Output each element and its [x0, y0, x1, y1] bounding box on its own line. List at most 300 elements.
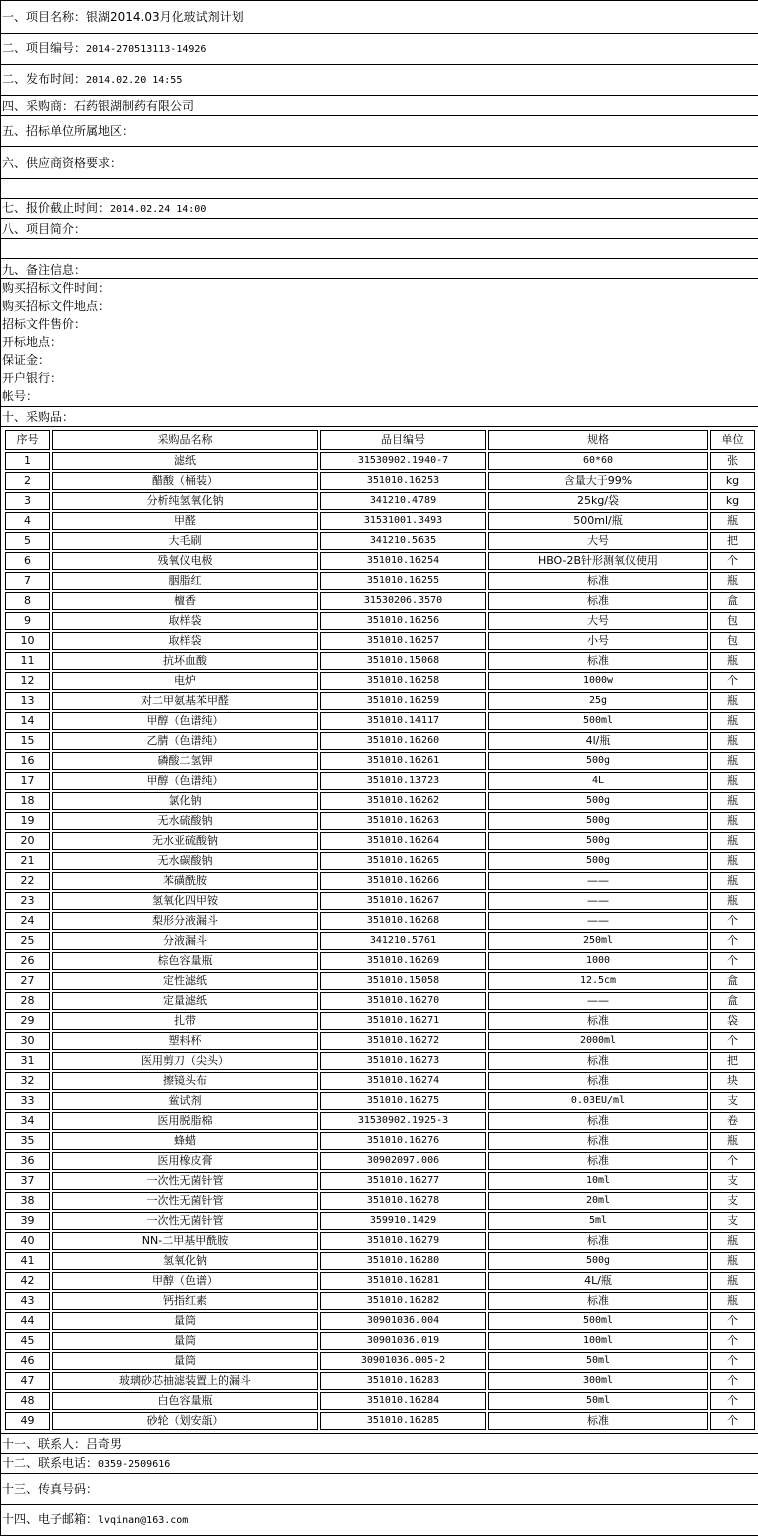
item-code: 351010.16255 — [320, 572, 486, 590]
item-code: 351010.16283 — [320, 1372, 486, 1390]
item-name: 一次性无菌针管 — [52, 1212, 318, 1230]
item-spec: 大号 — [488, 612, 708, 630]
item-index: 12 — [5, 672, 50, 690]
item-unit: 盒 — [710, 592, 755, 610]
item-name: 分液漏斗 — [52, 932, 318, 950]
item-index: 24 — [5, 912, 50, 930]
item-code: 359910.1429 — [320, 1212, 486, 1230]
item-spec: 25kg/袋 — [488, 492, 708, 510]
item-name: 扎带 — [52, 1012, 318, 1030]
note-deposit: 保证金： — [2, 353, 51, 367]
phone-label: 十二、联系电话： — [2, 1455, 99, 1470]
item-unit: 个 — [710, 1372, 755, 1390]
item-spec: 标准 — [488, 1112, 708, 1130]
item-unit: 个 — [710, 1412, 755, 1430]
item-index: 16 — [5, 752, 50, 770]
items-heading-row — [1, 407, 758, 427]
item-name: 白色容量瓶 — [52, 1392, 318, 1410]
item-name: NN-二甲基甲酰胺 — [52, 1232, 318, 1250]
buyer-row — [1, 96, 758, 116]
item-unit: 瓶 — [710, 572, 755, 590]
item-spec: 4L — [488, 772, 708, 790]
item-spec: 500g — [488, 812, 708, 830]
item-spec: 标准 — [488, 572, 708, 590]
item-code: 351010.16272 — [320, 1032, 486, 1050]
table-row — [5, 1292, 755, 1310]
table-row — [5, 712, 755, 730]
item-name: 无水亚硫酸钠 — [52, 832, 318, 850]
table-row — [5, 612, 755, 630]
item-unit: 瓶 — [710, 1272, 755, 1290]
item-code: 351010.16267 — [320, 892, 486, 910]
item-unit: 瓶 — [710, 732, 755, 750]
item-code: 351010.16261 — [320, 752, 486, 770]
item-spec: 500g — [488, 1252, 708, 1270]
item-spec: 500ml — [488, 712, 708, 730]
table-row — [5, 1372, 755, 1390]
item-code: 351010.16275 — [320, 1092, 486, 1110]
item-index: 5 — [5, 532, 50, 550]
item-name: 量筒 — [52, 1312, 318, 1330]
table-row — [5, 1392, 755, 1410]
table-row — [5, 912, 755, 930]
item-unit: 个 — [710, 1032, 755, 1050]
item-code: 351010.16263 — [320, 812, 486, 830]
item-code: 351010.16284 — [320, 1392, 486, 1410]
table-row — [5, 1032, 755, 1050]
item-spec: 2000ml — [488, 1032, 708, 1050]
item-index: 43 — [5, 1292, 50, 1310]
item-code: 351010.16253 — [320, 472, 486, 490]
note-document-price: 招标文件售价： — [2, 317, 87, 331]
region-label: 五、招标单位所属地区： — [2, 124, 135, 138]
project-no-value: 2014-270513113-14926 — [86, 44, 207, 55]
intro-label: 八、项目简介： — [2, 221, 87, 236]
item-name: 鲎试剂 — [52, 1092, 318, 1110]
item-spec: 标准 — [488, 1232, 708, 1250]
item-spec: 12.5cm — [488, 972, 708, 990]
item-unit: 把 — [710, 1052, 755, 1070]
item-spec: 标准 — [488, 1412, 708, 1430]
note-purchase-place: 购买招标文件地点： — [2, 299, 111, 313]
item-name: 氢氧化四甲铵 — [52, 892, 318, 910]
item-spec: 500ml/瓶 — [488, 512, 708, 530]
items-header-row — [5, 430, 755, 450]
item-code: 351010.16273 — [320, 1052, 486, 1070]
item-index: 25 — [5, 932, 50, 950]
item-unit: 支 — [710, 1172, 755, 1190]
item-code: 351010.16276 — [320, 1132, 486, 1150]
items-table — [3, 428, 757, 1432]
item-name: 无水硫酸钠 — [52, 812, 318, 830]
item-unit: 瓶 — [710, 1252, 755, 1270]
note-bank: 开户银行： — [2, 371, 63, 385]
table-row — [5, 1312, 755, 1330]
item-spec: 标准 — [488, 1072, 708, 1090]
item-name: 量筒 — [52, 1352, 318, 1370]
item-index: 9 — [5, 612, 50, 630]
buyer-value: 石药银湖制药有限公司 — [74, 98, 195, 113]
item-code: 351010.13723 — [320, 772, 486, 790]
item-name: 一次性无菌针管 — [52, 1172, 318, 1190]
item-spec: 300ml — [488, 1372, 708, 1390]
item-name: 梨形分液漏斗 — [52, 912, 318, 930]
item-index: 39 — [5, 1212, 50, 1230]
note-purchase-time: 购买招标文件时间： — [2, 281, 111, 295]
deadline-label: 七、报价截止时间： — [2, 200, 111, 215]
item-name: 氢氧化钠 — [52, 1252, 318, 1270]
item-index: 29 — [5, 1012, 50, 1030]
item-unit: 包 — [710, 612, 755, 630]
item-unit: 把 — [710, 532, 755, 550]
item-name: 大毛刷 — [52, 532, 318, 550]
item-spec: —— — [488, 892, 708, 910]
table-row — [5, 672, 755, 690]
item-code: 351010.16258 — [320, 672, 486, 690]
item-spec: 0.03EU/ml — [488, 1092, 708, 1110]
project-name-row — [1, 1, 758, 34]
item-code: 351010.16262 — [320, 792, 486, 810]
table-row — [5, 452, 755, 470]
item-unit: 瓶 — [710, 812, 755, 830]
item-spec: 20ml — [488, 1192, 708, 1210]
qualification-blank-row — [1, 179, 758, 199]
item-name: 擦镜头布 — [52, 1072, 318, 1090]
item-unit: 支 — [710, 1092, 755, 1110]
item-index: 36 — [5, 1152, 50, 1170]
item-spec: 标准 — [488, 1132, 708, 1150]
table-row — [5, 732, 755, 750]
table-row — [5, 992, 755, 1010]
item-code: 351010.16257 — [320, 632, 486, 650]
qualification-row — [1, 147, 758, 179]
item-unit: 个 — [710, 1152, 755, 1170]
item-index: 2 — [5, 472, 50, 490]
item-code: 351010.16280 — [320, 1252, 486, 1270]
item-index: 22 — [5, 872, 50, 890]
item-unit: 支 — [710, 1212, 755, 1230]
item-index: 47 — [5, 1372, 50, 1390]
item-spec: 500g — [488, 832, 708, 850]
item-code: 341210.5635 — [320, 532, 486, 550]
item-index: 26 — [5, 952, 50, 970]
item-code: 351010.16274 — [320, 1072, 486, 1090]
item-index: 40 — [5, 1232, 50, 1250]
item-index: 1 — [5, 452, 50, 470]
item-spec: —— — [488, 872, 708, 890]
item-name: 蜂蜡 — [52, 1132, 318, 1150]
table-row — [5, 1352, 755, 1370]
items-heading: 十、采购品： — [2, 409, 75, 424]
col-header-spec: 规格 — [488, 430, 708, 450]
item-index: 10 — [5, 632, 50, 650]
table-row — [5, 812, 755, 830]
item-name: 砂轮（划安瓿） — [52, 1412, 318, 1430]
note-opening-place: 开标地点： — [2, 335, 63, 349]
table-row — [5, 1252, 755, 1270]
item-name: 塑料杯 — [52, 1032, 318, 1050]
item-index: 33 — [5, 1092, 50, 1110]
table-row — [5, 592, 755, 610]
item-code: 351010.16281 — [320, 1272, 486, 1290]
table-row — [5, 1132, 755, 1150]
item-unit: 瓶 — [710, 872, 755, 890]
item-code: 351010.16256 — [320, 612, 486, 630]
item-unit: 个 — [710, 952, 755, 970]
item-code: 351010.16259 — [320, 692, 486, 710]
project-name-value: 银湖2014.03月化玻试剂计划 — [86, 10, 244, 24]
item-code: 30902097.006 — [320, 1152, 486, 1170]
item-index: 38 — [5, 1192, 50, 1210]
item-index: 8 — [5, 592, 50, 610]
item-spec: HBO-2B针形测氧仪使用 — [488, 552, 708, 570]
item-index: 17 — [5, 772, 50, 790]
item-unit: 瓶 — [710, 772, 755, 790]
project-no-label: 二、项目编号： — [2, 41, 87, 55]
item-code: 30901036.004 — [320, 1312, 486, 1330]
item-unit: 盒 — [710, 972, 755, 990]
item-index: 46 — [5, 1352, 50, 1370]
item-name: 檀香 — [52, 592, 318, 610]
item-spec: —— — [488, 912, 708, 930]
item-spec: 小号 — [488, 632, 708, 650]
item-index: 7 — [5, 572, 50, 590]
publish-time-row — [1, 65, 758, 96]
item-name: 取样袋 — [52, 632, 318, 650]
item-code: 31530902.1940-7 — [320, 452, 486, 470]
item-unit: 瓶 — [710, 852, 755, 870]
item-index: 32 — [5, 1072, 50, 1090]
table-row — [5, 472, 755, 490]
item-spec: 4l/瓶 — [488, 732, 708, 750]
item-unit: 个 — [710, 1312, 755, 1330]
item-name: 氯化钠 — [52, 792, 318, 810]
item-spec: 50ml — [488, 1352, 708, 1370]
item-spec: 标准 — [488, 592, 708, 610]
item-unit: 个 — [710, 932, 755, 950]
item-index: 15 — [5, 732, 50, 750]
item-name: 抗坏血酸 — [52, 652, 318, 670]
item-code: 30901036.005-2 — [320, 1352, 486, 1370]
item-unit: 盒 — [710, 992, 755, 1010]
item-code: 31530902.1925-3 — [320, 1112, 486, 1130]
table-row — [5, 532, 755, 550]
item-unit: 瓶 — [710, 892, 755, 910]
item-unit: kg — [710, 492, 755, 510]
email-row — [1, 1505, 758, 1536]
table-row — [5, 1012, 755, 1030]
item-unit: 瓶 — [710, 512, 755, 530]
table-row — [5, 772, 755, 790]
item-name: 滤纸 — [52, 452, 318, 470]
item-unit: 瓶 — [710, 712, 755, 730]
item-index: 37 — [5, 1172, 50, 1190]
contact-row — [1, 1434, 758, 1454]
item-spec: 250ml — [488, 932, 708, 950]
item-index: 35 — [5, 1132, 50, 1150]
table-row — [5, 1212, 755, 1230]
col-header-code: 品目编号 — [320, 430, 486, 450]
item-spec: 500g — [488, 752, 708, 770]
item-spec: 5ml — [488, 1212, 708, 1230]
table-row — [5, 1232, 755, 1250]
region-row — [1, 116, 758, 147]
table-row — [5, 1092, 755, 1110]
item-index: 18 — [5, 792, 50, 810]
item-spec: 标准 — [488, 652, 708, 670]
item-name: 量筒 — [52, 1332, 318, 1350]
item-unit: 个 — [710, 552, 755, 570]
notes-detail-row — [1, 279, 758, 407]
item-code: 351010.16266 — [320, 872, 486, 890]
table-row — [5, 872, 755, 890]
item-unit: 支 — [710, 1192, 755, 1210]
item-name: 电炉 — [52, 672, 318, 690]
item-unit: 瓶 — [710, 1132, 755, 1150]
publish-time-label: 二、发布时间： — [2, 72, 87, 86]
intro-blank-row — [1, 239, 758, 259]
deadline-value: 2014.02.24 14:00 — [110, 203, 207, 215]
item-index: 48 — [5, 1392, 50, 1410]
phone-row — [1, 1454, 758, 1474]
col-header-index: 序号 — [5, 430, 50, 450]
item-name: 甲醇（色谱纯） — [52, 772, 318, 790]
item-spec: 标准 — [488, 1012, 708, 1030]
item-spec: —— — [488, 992, 708, 1010]
item-spec: 含量大于99% — [488, 472, 708, 490]
phone-value: 0359-2509616 — [98, 1458, 171, 1470]
item-unit: 卷 — [710, 1112, 755, 1130]
item-code: 351010.16279 — [320, 1232, 486, 1250]
item-code: 31530206.3570 — [320, 592, 486, 610]
table-row — [5, 1072, 755, 1090]
item-name: 棕色容量瓶 — [52, 952, 318, 970]
item-index: 14 — [5, 712, 50, 730]
table-row — [5, 552, 755, 570]
item-name: 定性滤纸 — [52, 972, 318, 990]
item-code: 30901036.019 — [320, 1332, 486, 1350]
table-row — [5, 652, 755, 670]
item-code: 351010.16285 — [320, 1412, 486, 1430]
table-row — [5, 692, 755, 710]
col-header-name: 采购品名称 — [52, 430, 318, 450]
item-name: 医用脱脂棉 — [52, 1112, 318, 1130]
item-code: 351010.16270 — [320, 992, 486, 1010]
item-index: 28 — [5, 992, 50, 1010]
item-unit: 块 — [710, 1072, 755, 1090]
item-unit: 瓶 — [710, 1292, 755, 1310]
item-name: 医用橡皮膏 — [52, 1152, 318, 1170]
item-code: 351010.16265 — [320, 852, 486, 870]
table-row — [5, 892, 755, 910]
item-spec: 标准 — [488, 1152, 708, 1170]
item-spec: 500ml — [488, 1312, 708, 1330]
table-row — [5, 1272, 755, 1290]
table-row — [5, 1112, 755, 1130]
item-name: 一次性无菌针管 — [52, 1192, 318, 1210]
item-index: 21 — [5, 852, 50, 870]
item-name: 乙腈（色谱纯） — [52, 732, 318, 750]
item-name: 甲醇（色谱） — [52, 1272, 318, 1290]
item-index: 30 — [5, 1032, 50, 1050]
table-row — [5, 1192, 755, 1210]
item-spec: 标准 — [488, 1292, 708, 1310]
item-name: 定量滤纸 — [52, 992, 318, 1010]
project-no-row — [1, 34, 758, 65]
item-name: 苯磺酰胺 — [52, 872, 318, 890]
table-row — [5, 512, 755, 530]
email-label: 十四、电子邮箱： — [2, 1512, 99, 1526]
table-row — [5, 792, 755, 810]
table-row — [5, 752, 755, 770]
item-unit: 袋 — [710, 1012, 755, 1030]
item-index: 11 — [5, 652, 50, 670]
item-spec: 标准 — [488, 1052, 708, 1070]
item-code: 351010.16282 — [320, 1292, 486, 1310]
item-name: 取样袋 — [52, 612, 318, 630]
item-unit: 瓶 — [710, 792, 755, 810]
table-row — [5, 1052, 755, 1070]
deadline-row — [1, 199, 758, 219]
item-name: 玻璃砂芯抽滤装置上的漏斗 — [52, 1372, 318, 1390]
item-unit: 瓶 — [710, 752, 755, 770]
item-code: 351010.16271 — [320, 1012, 486, 1030]
item-index: 42 — [5, 1272, 50, 1290]
table-row — [5, 852, 755, 870]
item-index: 3 — [5, 492, 50, 510]
item-spec: 50ml — [488, 1392, 708, 1410]
table-row — [5, 1332, 755, 1350]
buyer-label: 四、采购商： — [2, 98, 75, 113]
item-name: 无水碳酸钠 — [52, 852, 318, 870]
item-index: 4 — [5, 512, 50, 530]
item-code: 351010.14117 — [320, 712, 486, 730]
item-index: 31 — [5, 1052, 50, 1070]
item-unit: 包 — [710, 632, 755, 650]
item-name: 对二甲氨基苯甲醛 — [52, 692, 318, 710]
item-code: 351010.16268 — [320, 912, 486, 930]
table-row — [5, 972, 755, 990]
item-unit: 张 — [710, 452, 755, 470]
publish-time-value: 2014.02.20 14:55 — [86, 75, 183, 86]
table-row — [5, 952, 755, 970]
item-spec: 1000w — [488, 672, 708, 690]
item-spec: 100ml — [488, 1332, 708, 1350]
item-index: 45 — [5, 1332, 50, 1350]
table-row — [5, 932, 755, 950]
item-code: 341210.5761 — [320, 932, 486, 950]
intro-row — [1, 219, 758, 239]
items-body — [5, 452, 755, 1430]
item-code: 351010.16254 — [320, 552, 486, 570]
item-name: 胭脂红 — [52, 572, 318, 590]
item-index: 27 — [5, 972, 50, 990]
item-unit: 瓶 — [710, 832, 755, 850]
item-unit: 个 — [710, 672, 755, 690]
item-name: 甲醇（色谱纯） — [52, 712, 318, 730]
item-unit: 个 — [710, 1392, 755, 1410]
item-name: 醋酸（桶装） — [52, 472, 318, 490]
item-index: 41 — [5, 1252, 50, 1270]
item-unit: 瓶 — [710, 692, 755, 710]
item-code: 351010.15058 — [320, 972, 486, 990]
item-code: 351010.16260 — [320, 732, 486, 750]
item-unit: 个 — [710, 912, 755, 930]
table-row — [5, 1172, 755, 1190]
contact-value: 吕奇男 — [86, 1436, 123, 1451]
item-unit: 个 — [710, 1352, 755, 1370]
item-index: 23 — [5, 892, 50, 910]
